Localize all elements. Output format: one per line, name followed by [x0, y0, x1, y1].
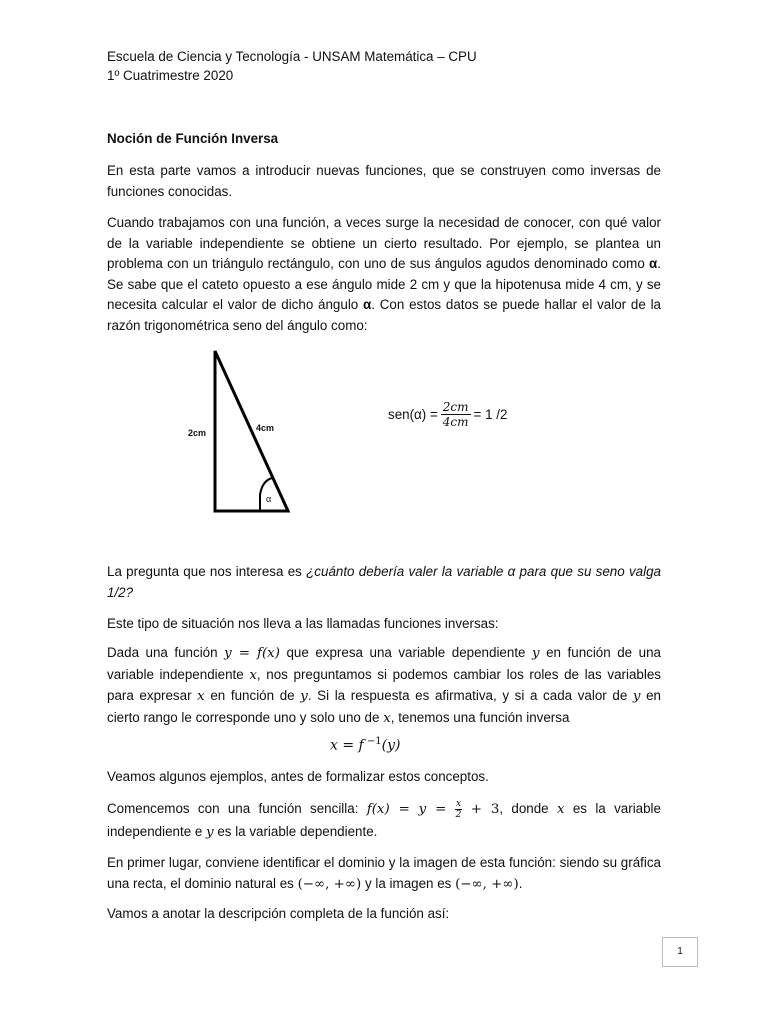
math-inline: x: [383, 710, 391, 726]
page-number: 1: [662, 937, 698, 967]
section-title: Noción de Función Inversa: [107, 131, 279, 146]
math-inline: + 3: [470, 802, 500, 817]
side-label: 2cm: [188, 428, 207, 438]
header-line-1: Escuela de Ciencia y Tecnología - UNSAM Matemática – CPU: [107, 49, 477, 64]
fraction-numerator: x: [455, 798, 462, 809]
alpha-symbol: α: [649, 256, 658, 271]
paragraph-domain: [107, 853, 661, 895]
math-inline: f(x) = y =: [366, 802, 447, 817]
text-segment: . Se sabe que el cateto opuesto a ese ángulo mide 2 cm y que la hipotenusa mide 4 cm, y se necesita calcular el valor de dicho ángulo: [107, 256, 661, 312]
paragraph-examples: Veamos algunos ejemplos, antes de formalizar estos conceptos.: [107, 769, 489, 784]
math-inline: y: [206, 825, 214, 840]
hypotenuse-label: 4cm: [256, 423, 275, 433]
text-segment: es la variable independiente e: [107, 801, 661, 839]
inverse-function-equation: [330, 736, 400, 754]
sine-fraction: [441, 400, 471, 429]
header-line-2: 1º Cuatrimestre 2020: [107, 68, 234, 83]
text-segment: en cierto rango le corresponde uno y solo uno de: [107, 688, 661, 725]
inverse-lhs: x = f: [330, 737, 364, 754]
text-segment: y la imagen es: [361, 875, 456, 891]
inverse-arg: (y): [381, 737, 401, 754]
inverse-exponent: −1: [363, 736, 382, 747]
math-inline: y = f(x): [224, 646, 280, 661]
paragraph-example-function: [107, 798, 661, 844]
text-segment: En primer lugar, conviene identificar el dominio y la imagen de esta función: siendo su gráfica una recta, el dominio natural es: [107, 855, 661, 891]
fraction-numerator: 2cm: [442, 400, 469, 414]
math-inline: x: [197, 689, 205, 704]
paragraph-description: Vamos a anotar la descripción completa de la función así:: [107, 906, 450, 921]
math-inline: x: [556, 802, 565, 817]
math-inline: (−∞, +∞): [455, 876, 519, 892]
text-segment: Dada una función: [107, 645, 225, 660]
text-segment: en función de una variable independiente: [107, 645, 661, 682]
math-inline: y: [300, 689, 308, 704]
text-segment: La pregunta que nos interesa es: [107, 564, 307, 579]
sine-rhs: = 1 /2: [473, 407, 508, 422]
math-inline: y: [532, 646, 540, 661]
triangle-shape: [215, 351, 288, 511]
example-fraction: [455, 799, 463, 820]
paragraph-definition: [107, 643, 661, 729]
text-segment: es la variable dependiente.: [213, 824, 378, 839]
math-inline: y: [632, 689, 641, 704]
text-segment: Comencemos con una función sencilla:: [107, 801, 367, 816]
text-segment: .: [518, 875, 523, 891]
alpha-symbol: α: [363, 297, 372, 312]
text-segment: . Si la respuesta es afirmativa, y si a cada valor de: [307, 688, 633, 703]
paragraph-intro: En esta parte vamos a introducir nuevas funciones, que se construyen como inversas de funciones conocidas.: [107, 163, 661, 199]
paragraph-question: [107, 562, 661, 603]
fraction-denominator: 2: [455, 809, 462, 820]
text-segment: , donde: [499, 801, 557, 816]
question-italic: ¿cuánto debería valer la variable α para que su seno valga 1/2?: [107, 564, 661, 600]
text-segment: . Con estos datos se puede hallar el valor de la razón trigonométrica seno del ángulo como:: [107, 297, 661, 333]
page-header: [107, 47, 477, 85]
math-inline: x: [249, 667, 257, 683]
paragraph-problem: [107, 213, 661, 336]
paragraph-transition: Este tipo de situación nos lleva a las llamadas funciones inversas:: [107, 616, 499, 631]
fraction-denominator: 4cm: [442, 415, 469, 429]
text-segment: en función de: [204, 688, 301, 703]
text-segment: , nos preguntamos si podemos cambiar los roles de las variables para expresar: [107, 666, 661, 703]
text-segment: Cuando trabajamos con una función, a veces surge la necesidad de conocer, con qué valor de la variable independiente se obtiene un cierto resultado. Por ejemplo, se plantea un problema con un triángulo rectángulo, con uno de sus ángulos agudos denominado como: [107, 215, 661, 271]
sine-equation: [388, 400, 507, 429]
text-segment: que expresa una variable dependiente: [279, 645, 533, 660]
angle-label: α: [266, 494, 272, 504]
sine-lhs: sen(α) =: [388, 407, 438, 422]
math-inline: (−∞, +∞): [297, 876, 362, 892]
text-segment: , tenemos una función inversa: [390, 709, 570, 725]
